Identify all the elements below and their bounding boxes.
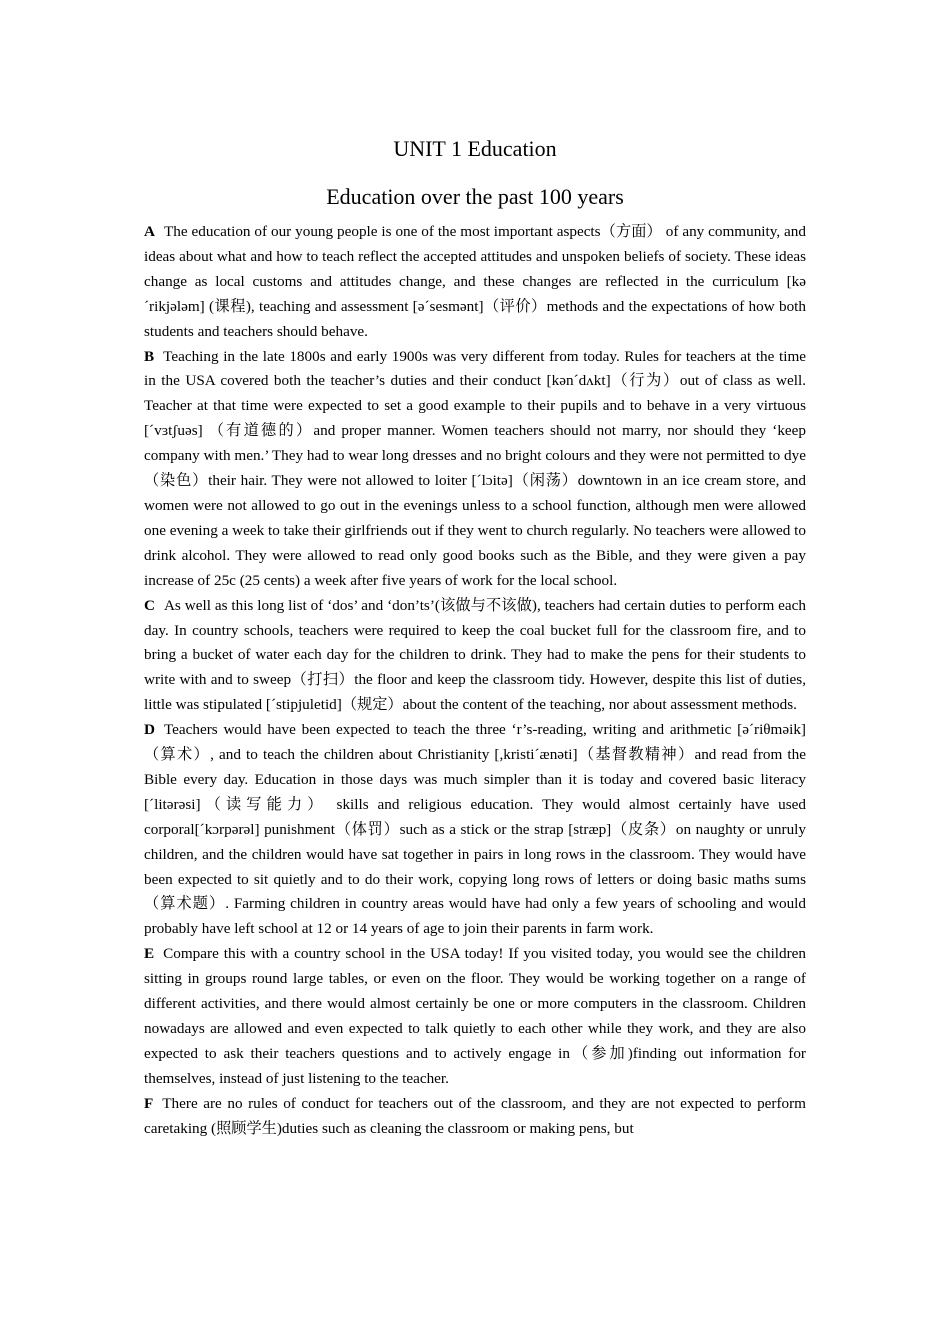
paragraph-letter: E (144, 945, 155, 963)
paragraph-letter: A (144, 223, 155, 240)
paragraph-c (144, 594, 806, 719)
paragraph-text: As well as this long list of ‘dos’ and ‘don’ts’(该做与不该做), teachers had certain duties to perform each day. In country schools, teachers were required to keep the coal bucket full for the classroom fire, and to bring a bucket of water each day for the children to drink. They had to make the pens for their students to write with and to sweep（打扫）the floor and keep the classroom tidy. However, despite this list of duties, little was stipulated [´stipjuletid]（规定）about the content of the teaching, nor about assessment methods. (144, 596, 806, 714)
paragraph-letter: F (144, 1094, 154, 1112)
paragraph-letter: D (144, 721, 155, 739)
paragraph-text: Teachers would have been expected to teach the three ‘r’s-reading, writing and arithmetic [ə´riθməik]（算术）, and to teach the children about Christianity [,kristi´ænəti]（基督教精神）and read from the Bible every day. Education in those days was much simpler than it is today and covered basic literacy [´litərəsi]（读写能力） skills and religious education. They would almost certainly have used corporal[´kɔrpərəl] punishment（体罚）such as a stick or the strap [stræp]（皮条）on naughty or unruly children, and the children would have sat together in pairs in long rows in the classroom. They would have been expected to sit quietly and to do their work, copying long rows of letters or doing basic maths sums （算术题）. Farming children in country areas would have had only a few years of schooling and would probably have left school at 12 or 14 years of age to join their parents in farm work. (144, 721, 806, 938)
document-title: Education over the past 100 years (326, 184, 624, 209)
paragraph-f (144, 1092, 806, 1142)
paragraph-letter: B (144, 347, 155, 365)
paragraph-b (144, 345, 806, 594)
unit-title: UNIT 1 Education (393, 136, 557, 161)
paragraph-text: The education of our young people is one of the most important aspects（方面） of any community, and ideas about what and how to teach reflect the accepted attitudes and unspoken beliefs of society. These ideas change as local customs and attitudes change, and these changes are reflected in the curriculum [kə´rikjələm] (课程), teaching and assessment [ə´sesmənt]（评价）methods and the expectations of how both students and teachers should behave. (144, 223, 806, 340)
document-page (144, 130, 806, 1142)
paragraph-e (144, 942, 806, 1091)
paragraph-letter: C (144, 596, 155, 614)
paragraph-text: Teaching in the late 1800s and early 1900s was very different from today. Rules for teachers at the time in the USA covered both the teacher’s duties and their conduct [kən´dʌkt]（行为）out of class as well. Teacher at that time were expected to set a good example to their pupils and to behave in a very virtuous [´vɜtʃuəs] （有道德的）and proper manner. Women teachers should not marry, nor should they ‘keep company with men.’ They had to wear long dresses and no bright colours and they were not permitted to dye（染色）their hair. They were not allowed to loiter [´lɔitə]（闲荡）downtown in an ice cream store, and women were not allowed to go out in the evenings unless to a school function, although men were allowed one evening a week to take their girlfriends out if they went to church regularly. No teachers were allowed to drink alcohol. They were allowed to read only good books such as the Bible, and they were given a pay increase of 25c (25 cents) a week after five years of work for the local school. (144, 347, 806, 589)
paragraph-a (144, 220, 806, 345)
paragraph-text: Compare this with a country school in the USA today! If you visited today, you would see the children sitting in groups round large tables, or even on the floor. They would be working together on a range of different activities, and there would almost certainly be one or more computers in the classroom. Children nowadays are allowed and even expected to talk quietly to each other while they work, and they are also expected to ask their teachers questions and to actively engage in（参加)finding out information for themselves, instead of just listening to the teacher. (144, 945, 806, 1087)
paragraph-d (144, 718, 806, 942)
paragraph-text: There are no rules of conduct for teachers out of the classroom, and they are not expected to perform caretaking (照顾学生)duties such as cleaning the classroom or making pens, but (144, 1094, 806, 1137)
